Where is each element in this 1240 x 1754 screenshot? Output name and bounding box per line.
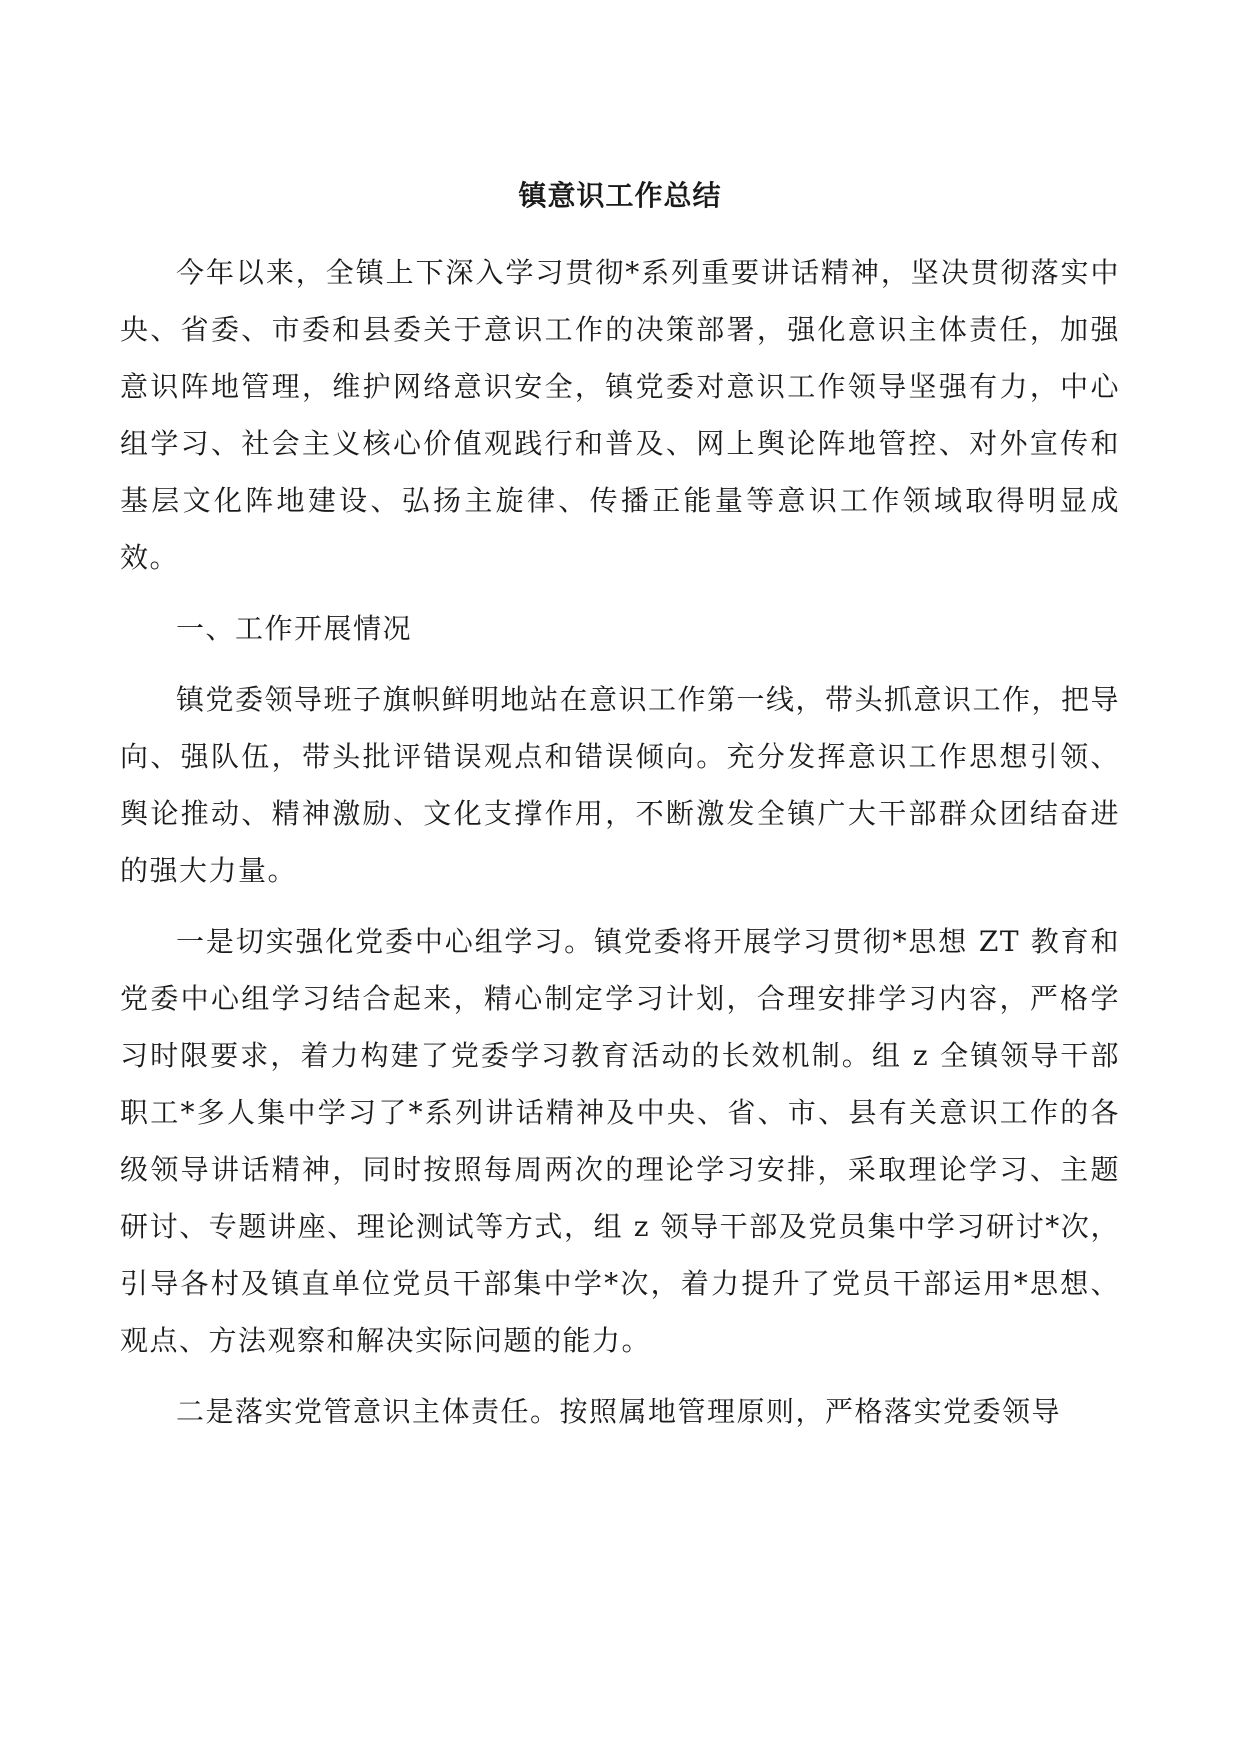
- body-paragraph: 一是切实强化党委中心组学习。镇党委将开展学习贯彻*思想 ZT 教育和党委中心组学习结合起来，精心制定学习计划，合理安排学习内容，严格学习时限要求，着力构建了党委学习教育活动的长效机制。组 z 全镇领导干部职工*多人集中学习了*系列讲话精神及中央、省、市、县有关意识工作的各级领导讲话精神，同时按照每周两次的理论学习安排，采取理论学习、主题研讨、专题讲座、理论测试等方式，组 z 领导干部及党员集中学习研讨*次，引导各村及镇直单位党员干部集中学*次，着力提升了党员干部运用*思想、观点、方法观察和解决实际问题的能力。: [120, 925, 1120, 1357]
- body-paragraph: 镇党委领导班子旗帜鲜明地站在意识工作第一线，带头抓意识工作，把导向、强队伍，带头批评错误观点和错误倾向。充分发挥意识工作思想引领、舆论推动、精神激励、文化支撑作用，不断激发全镇广大干部群众团结奋进的强大力量。: [120, 683, 1121, 887]
- intro-paragraph: 今年以来，全镇上下深入学习贯彻*系列重要讲话精神，坚决贯彻落实中央、省委、市委和县委关于意识工作的决策部署，强化意识主体责任，加强意识阵地管理，维护网络意识安全，镇党委对意识工作领导坚强有力，中心组学习、社会主义核心价值观践行和普及、网上舆论阵地管控、对外宣传和基层文化阵地建设、弘扬主旋律、传播正能量等意识工作领域取得明显成效。: [120, 256, 1120, 574]
- section-heading: 一、工作开展情况: [176, 612, 413, 645]
- body-paragraph: 二是落实党管意识主体责任。按照属地管理原则，严格落实党委领导: [176, 1395, 1062, 1428]
- document-body: [120, 244, 1120, 1454]
- document-title: 镇意识工作总结: [518, 179, 722, 212]
